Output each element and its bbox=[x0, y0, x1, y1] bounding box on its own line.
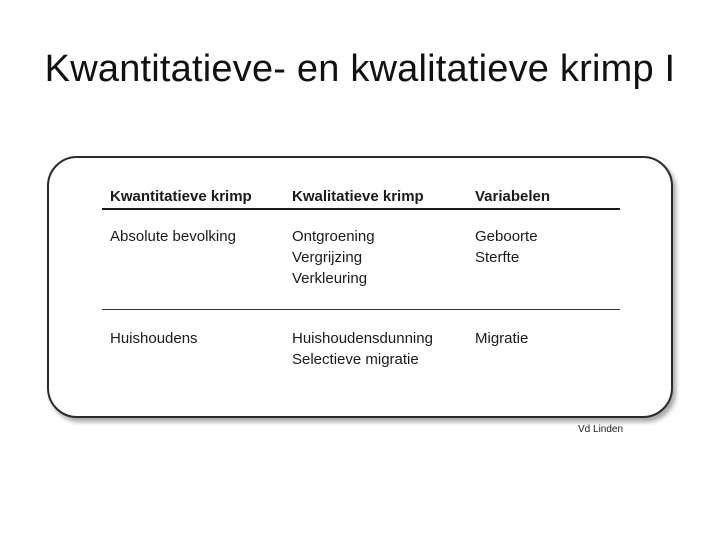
cell-text: Absolute bevolking bbox=[110, 228, 236, 245]
header-variables: Variabelen bbox=[475, 188, 551, 205]
table-header-row bbox=[102, 186, 620, 210]
cell-variables bbox=[467, 226, 620, 309]
cell-text: Vergrijzing bbox=[292, 249, 363, 266]
table-row bbox=[102, 310, 620, 370]
cell-variables bbox=[467, 328, 620, 370]
source-credit: Vd Linden bbox=[578, 424, 624, 435]
cell-qualitative bbox=[284, 226, 467, 309]
slide-title: Kwantitatieve- en kwalitatieve krimp I bbox=[44, 48, 676, 90]
cell-text: Huishoudens bbox=[110, 330, 198, 347]
cell-quantitative bbox=[102, 226, 284, 309]
cell-text: Migratie bbox=[475, 330, 529, 347]
krimp-table bbox=[102, 186, 620, 370]
header-qualitative: Kwalitatieve krimp bbox=[292, 188, 424, 205]
cell-text: Huishoudensdunning bbox=[292, 330, 433, 347]
cell-text: Verkleuring bbox=[292, 270, 368, 287]
table-row bbox=[102, 210, 620, 310]
cell-text: Geboorte bbox=[475, 228, 538, 245]
cell-qualitative bbox=[284, 328, 467, 370]
cell-quantitative bbox=[102, 328, 284, 370]
cell-text: Ontgroening bbox=[292, 228, 375, 245]
header-quantitative: Kwantitatieve krimp bbox=[110, 188, 252, 205]
cell-text: Sterfte bbox=[475, 249, 520, 266]
cell-text: Selectieve migratie bbox=[292, 351, 419, 368]
